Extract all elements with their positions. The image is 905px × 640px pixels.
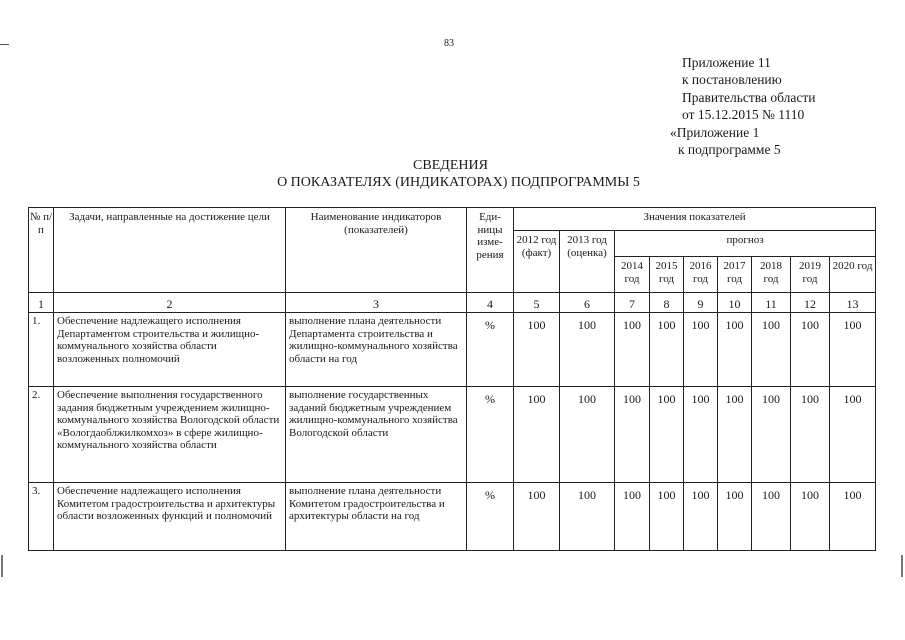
row-value: 100	[560, 483, 615, 551]
header-year: 2018 год	[752, 257, 791, 293]
row-value: 100	[830, 387, 876, 483]
column-number: 3	[286, 293, 467, 313]
header-unit: Еди-ницы изме-рения	[467, 208, 514, 293]
header-year: 2019 год	[791, 257, 830, 293]
column-number: 10	[718, 293, 752, 313]
appendix-line: Правительства области	[682, 89, 816, 105]
row-value: 100	[752, 483, 791, 551]
row-value: 100	[615, 387, 650, 483]
row-unit: %	[467, 313, 514, 387]
column-number: 9	[684, 293, 718, 313]
header-indicators: Наименование индикаторов (показателей)	[286, 208, 467, 293]
row-unit: %	[467, 387, 514, 483]
table-row	[29, 483, 876, 551]
header-year: 2017 год	[718, 257, 752, 293]
row-indicator: выполнение государственных заданий бюджетным учреждением жилищно-коммунального хозяйства Вологодской области	[286, 387, 467, 483]
header-year: 2014 год	[615, 257, 650, 293]
table-row	[29, 387, 876, 483]
row-number: 1.	[29, 313, 54, 387]
row-number: 2.	[29, 387, 54, 483]
row-value: 100	[650, 313, 684, 387]
row-value: 100	[650, 387, 684, 483]
row-indicator: выполнение плана деятельности Комитетом градостроительства и архитектуры области на год	[286, 483, 467, 551]
header-year: 2015 год	[650, 257, 684, 293]
row-value: 100	[830, 313, 876, 387]
row-value: 100	[684, 387, 718, 483]
appendix-line: к подпрограмме 5	[678, 142, 781, 158]
row-value: 100	[514, 483, 560, 551]
column-number: 1	[29, 293, 54, 313]
table-row	[29, 313, 876, 387]
column-number: 4	[467, 293, 514, 313]
row-value: 100	[791, 313, 830, 387]
edge-mark-left	[1, 555, 3, 577]
edge-mark-right	[901, 555, 903, 577]
column-number: 2	[54, 293, 286, 313]
document-title: СВЕДЕНИЯ	[413, 158, 488, 173]
row-value: 100	[514, 313, 560, 387]
row-value: 100	[791, 483, 830, 551]
row-value: 100	[684, 483, 718, 551]
document-subtitle: О ПОКАЗАТЕЛЯХ (ИНДИКАТОРАХ) ПОДПРОГРАММЫ 5	[277, 175, 640, 190]
row-value: 100	[718, 387, 752, 483]
column-number: 13	[830, 293, 876, 313]
header-year: 2020 год	[830, 257, 876, 293]
row-task: Обеспечение надлежащего исполнения Комитетом градостроительства и архитектуры области возложенных функций и полномочий	[54, 483, 286, 551]
margin-mark	[0, 44, 9, 45]
page-number: 83	[444, 38, 454, 49]
header-num: № п/п	[29, 208, 54, 293]
row-indicator: выполнение плана деятельности Департамента строительства и жилищно-коммунального хозяйства области на год	[286, 313, 467, 387]
appendix-block	[670, 54, 815, 158]
row-value: 100	[718, 313, 752, 387]
appendix-line: от 15.12.2015 № 1110	[682, 107, 805, 123]
row-value: 100	[718, 483, 752, 551]
row-task: Обеспечение выполнения государственного задания бюджетным учреждением жилищно-коммунального хозяйства Вологодской области «Вологдаоблжилкомхоз» в сфере жилищно-коммунального хозяйства области	[54, 387, 286, 483]
row-value: 100	[615, 483, 650, 551]
row-value: 100	[560, 387, 615, 483]
row-unit: %	[467, 483, 514, 551]
column-number: 12	[791, 293, 830, 313]
column-number: 11	[752, 293, 791, 313]
header-year: 2016 год	[684, 257, 718, 293]
row-value: 100	[752, 313, 791, 387]
row-value: 100	[560, 313, 615, 387]
row-number: 3.	[29, 483, 54, 551]
column-number: 5	[514, 293, 560, 313]
header-2013: 2013 год (оценка)	[560, 231, 615, 293]
row-value: 100	[514, 387, 560, 483]
header-2012: 2012 год (факт)	[514, 231, 560, 293]
row-value: 100	[684, 313, 718, 387]
row-value: 100	[830, 483, 876, 551]
column-number: 6	[560, 293, 615, 313]
row-value: 100	[615, 313, 650, 387]
row-value: 100	[752, 387, 791, 483]
column-number: 7	[615, 293, 650, 313]
header-values: Значения показателей	[514, 208, 876, 231]
appendix-line: Приложение 11	[682, 55, 771, 70]
row-value: 100	[650, 483, 684, 551]
indicators-table	[28, 207, 876, 551]
header-tasks: Задачи, направленные на достижение цели	[54, 208, 286, 293]
column-number: 8	[650, 293, 684, 313]
appendix-line: к постановлению	[682, 72, 782, 88]
appendix-line: «Приложение 1	[670, 124, 760, 140]
header-forecast: прогноз	[615, 231, 876, 257]
row-task: Обеспечение надлежащего исполнения Департаментом строительства и жилищно-коммунального хозяйства области возложенных полномочий	[54, 313, 286, 387]
row-value: 100	[791, 387, 830, 483]
